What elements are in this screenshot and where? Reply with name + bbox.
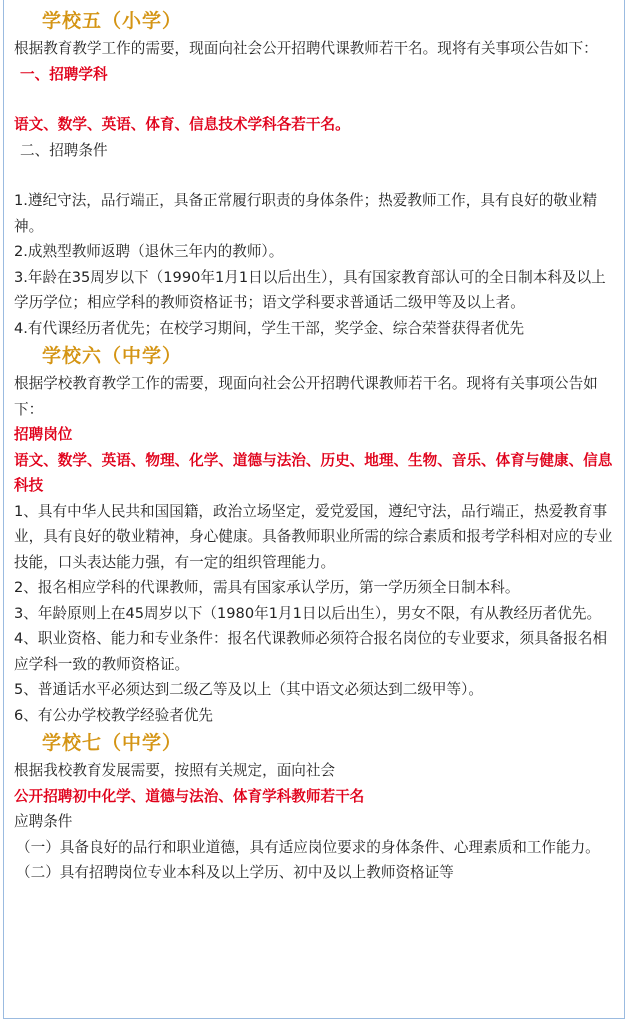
school7-recruit: 公开招聘初中化学、道德与法治、体育学科教师若干名 (14, 787, 365, 805)
school5-condition-2: 2.成熟型教师返聘（退休三年内的教师）。 (14, 243, 284, 260)
school6-condition-4: 4、职业资格、能力和专业条件：报名代课教师必须符合报名岗位的专业要求，须具备报名相应学科一致的教师资格证。 (14, 630, 608, 673)
school7-condition-1: （一）具备良好的品行和职业道德，具有适应岗位要求的身体条件、心理素质和工作能力。 (16, 838, 600, 856)
school6-condition-5: 5、普通话水平必须达到二级乙等及以上（其中语文必须达到二级甲等）。 (14, 681, 483, 698)
school5-condition-1: 1.遵纪守法，品行端正，具备正常履行职责的身体条件；热爱教师工作，具有良好的敬业精神。 (14, 192, 598, 235)
school7-intro: 根据我校教育发展需要，按照有关规定，面向社会 (14, 762, 336, 779)
school6-condition-1: 1、具有中华人民共和国国籍，政治立场坚定，爱党爱国，遵纪守法，品行端正，热爱教育事业，具有良好的敬业精神，身心健康。具备教师职业所需的综合素质和报考学科相对应的专业技能，口头表达能力强，有一定的组织管理能力。 (14, 502, 613, 571)
school5-subjects: 语文、数学、英语、体育、信息技术学科各若干名。 (14, 116, 350, 133)
school5-section-subjects: 一、招聘学科 (20, 65, 108, 83)
school6-condition-2: 2、报名相应学科的代课教师，需具有国家承认学历，第一学历须全日制本科。 (14, 579, 520, 596)
school7-condition-2: （二）具有招聘岗位专业本科及以上学历、初中及以上教师资格证等 (16, 864, 454, 881)
school6-condition-3: 3、年龄原则上在45周岁以下（1980年1月1日以后出生），男女不限，有从教经历者优先。 (14, 604, 602, 622)
school6-positions-label: 招聘岗位 (14, 426, 73, 443)
school5-condition-3: 3.年龄在35周岁以下（1990年1月1日以后出生），具有国家教育部认可的全日制本科及以上学历学位；相应学科的教师资格证书；语文学科要求普通话二级甲等及以上者。 (14, 268, 606, 311)
school6-title: 学校六（中学） (42, 345, 183, 367)
school5-intro: 根据教育教学工作的需要，现面向社会公开招聘代课教师若干名。现将有关事项公告如下： (14, 40, 598, 57)
school6-intro: 根据学校教育教学工作的需要，现面向社会公开招聘代课教师若干名。现将有关事项公告如下： (14, 375, 598, 418)
school6-condition-6: 6、有公办学校教学经验者优先 (14, 706, 214, 724)
school5-section-conditions: 二、招聘条件 (20, 141, 108, 159)
school5-condition-4: 4.有代课经历者优先；在校学习期间，学生干部，奖学金、综合荣誉获得者优先 (14, 319, 525, 337)
school7-conditions-label: 应聘条件 (14, 813, 73, 830)
article-body (14, 6, 618, 886)
school6-positions: 语文、数学、英语、物理、化学、道德与法治、历史、地理、生物、音乐、体育与健康、信息科技 (14, 451, 613, 494)
school7-title: 学校七（中学） (42, 732, 183, 754)
school5-title: 学校五（小学） (42, 10, 183, 32)
